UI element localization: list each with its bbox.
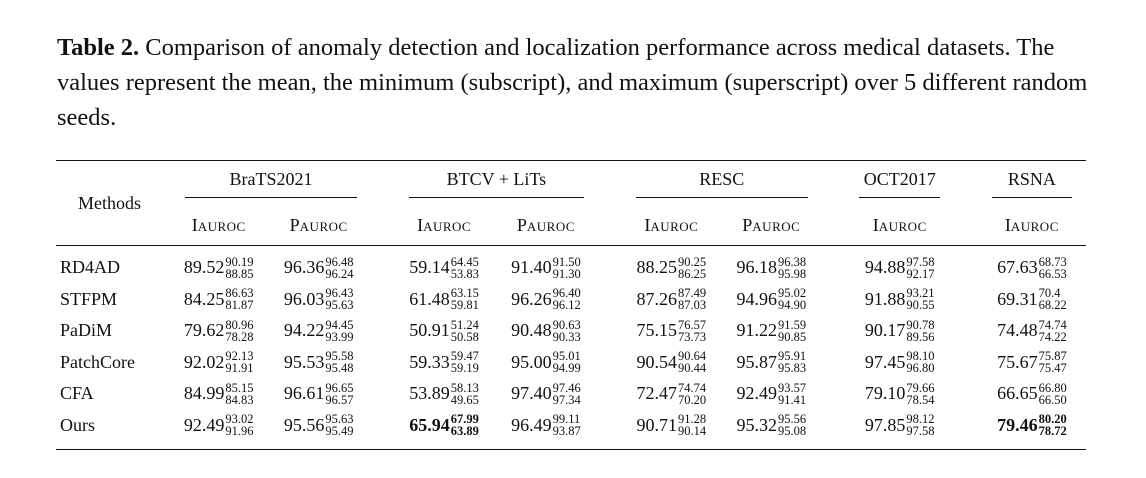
max-value: 74.74 (678, 380, 707, 395)
min-value: 81.87 (225, 298, 254, 313)
min-value: 74.22 (1038, 329, 1067, 344)
value-cell (721, 284, 822, 316)
group-header-oct: OCT2017 (845, 161, 954, 206)
max-value: 96.38 (777, 254, 807, 269)
value-cell (494, 315, 599, 347)
min-value: 78.28 (225, 329, 254, 344)
mean-value: 59.33 (409, 351, 450, 372)
metric-header: IAUROC (1004, 214, 1059, 235)
results-table (56, 160, 1086, 450)
value-cell (845, 410, 954, 450)
max-value: 96.48 (325, 254, 354, 269)
mean-value: 91.40 (511, 257, 552, 278)
value-cell (266, 246, 371, 284)
group-header-brats: BraTS2021 (171, 161, 371, 206)
min-value: 78.54 (906, 392, 935, 407)
value-cell (494, 284, 599, 316)
value-cell (171, 284, 266, 316)
max-value: 96.43 (325, 286, 354, 301)
max-value: 68.73 (1038, 254, 1067, 269)
group-header-row (56, 161, 1086, 206)
column-spacer (822, 347, 846, 379)
max-value: 91.50 (552, 254, 581, 269)
value-cell (395, 284, 494, 316)
method-name: RD4AD (60, 257, 121, 278)
table-caption (57, 30, 1097, 135)
value-cell (395, 410, 494, 450)
value-cell (622, 347, 721, 379)
min-value: 87.03 (678, 298, 707, 313)
max-value: 96.40 (552, 286, 581, 301)
mean-value: 90.71 (636, 414, 678, 435)
min-value: 70.20 (678, 392, 707, 407)
value-cell (978, 347, 1086, 379)
max-value: 95.02 (777, 286, 807, 301)
max-value: 59.47 (450, 349, 479, 364)
max-value: 90.25 (678, 254, 707, 269)
column-spacer (598, 315, 622, 347)
method-name: Ours (60, 414, 95, 435)
min-value: 90.85 (777, 329, 807, 344)
mean-value: 97.85 (864, 414, 906, 435)
min-value: 93.99 (325, 329, 354, 344)
metric-header-row (56, 205, 1086, 246)
mean-value: 84.25 (183, 288, 225, 309)
min-value: 90.33 (552, 329, 581, 344)
metric-header: PAUROC (742, 214, 801, 235)
min-value: 97.58 (906, 424, 935, 439)
max-value: 86.63 (225, 286, 254, 301)
group-header-resc: RESC (622, 161, 822, 206)
column-spacer (598, 378, 622, 410)
max-value: 97.58 (906, 254, 935, 269)
max-value: 91.59 (777, 317, 807, 332)
value-cell (721, 410, 822, 450)
mean-value: 94.96 (736, 288, 777, 309)
mean-value: 75.67 (997, 351, 1038, 372)
min-value: 49.65 (450, 392, 479, 407)
min-value: 96.57 (325, 392, 354, 407)
caption-text: Comparison of anomaly detection and localization performance across medical datasets. The values represent the mean, the minimum (subscript), and maximum (superscript) over 5 different random seeds. (57, 34, 1088, 131)
min-value: 91.30 (552, 266, 581, 281)
max-value: 64.45 (450, 254, 479, 269)
column-spacer (598, 284, 622, 316)
max-value: 67.99 (450, 412, 479, 427)
value-cell (622, 410, 721, 450)
max-value: 95.01 (552, 349, 581, 364)
min-value: 84.83 (225, 392, 254, 407)
max-value: 76.57 (678, 317, 707, 332)
mean-value: 95.56 (283, 414, 325, 435)
value-cell (978, 315, 1086, 347)
group-header-btcv: BTCV + LiTs (395, 161, 599, 206)
max-value: 79.66 (906, 380, 935, 395)
max-value: 93.02 (225, 412, 254, 427)
min-value: 90.44 (678, 361, 707, 376)
min-value: 68.22 (1038, 298, 1067, 313)
value-cell (978, 284, 1086, 316)
table-row (56, 284, 1086, 316)
value-cell (494, 378, 599, 410)
value-cell (266, 284, 371, 316)
value-cell (978, 378, 1086, 410)
min-value: 86.25 (678, 266, 707, 281)
value-cell (622, 284, 721, 316)
max-value: 95.63 (325, 412, 354, 427)
min-value: 95.83 (777, 361, 807, 376)
min-value: 59.19 (450, 361, 479, 376)
value-cell (494, 246, 599, 284)
value-cell (266, 410, 371, 450)
value-cell (978, 246, 1086, 284)
table-row (56, 378, 1086, 410)
min-value: 96.80 (906, 361, 935, 376)
mean-value: 91.22 (736, 320, 777, 341)
column-spacer (371, 410, 395, 450)
max-value: 58.13 (450, 380, 479, 395)
min-value: 96.24 (325, 266, 354, 281)
min-value: 97.34 (552, 392, 581, 407)
mean-value: 67.63 (997, 257, 1038, 278)
methods-header: Methods (78, 192, 141, 213)
value-cell (845, 378, 954, 410)
caption-label: Table 2. (57, 34, 140, 61)
value-cell (266, 315, 371, 347)
min-value: 91.91 (225, 361, 254, 376)
mean-value: 95.87 (736, 351, 777, 372)
max-value: 91.28 (678, 412, 707, 427)
table-row (56, 347, 1086, 379)
max-value: 99.11 (552, 412, 581, 427)
value-cell (494, 410, 599, 450)
mean-value: 95.53 (283, 351, 325, 372)
mean-value: 96.26 (511, 288, 552, 309)
min-value: 95.08 (777, 424, 807, 439)
value-cell (845, 347, 954, 379)
mean-value: 94.22 (283, 320, 325, 341)
min-value: 73.73 (678, 329, 707, 344)
max-value: 92.13 (225, 349, 254, 364)
value-cell (171, 378, 266, 410)
value-cell (721, 378, 822, 410)
value-cell (171, 315, 266, 347)
mean-value: 79.46 (997, 414, 1038, 435)
value-cell (266, 347, 371, 379)
mean-value: 79.10 (864, 383, 906, 404)
mean-value: 96.18 (736, 257, 777, 278)
min-value: 63.89 (450, 424, 479, 439)
max-value: 80.20 (1038, 412, 1067, 427)
mean-value: 96.61 (283, 383, 325, 404)
metric-header: PAUROC (289, 214, 348, 235)
value-cell (395, 246, 494, 284)
max-value: 94.45 (325, 317, 354, 332)
column-spacer (954, 246, 978, 284)
mean-value: 92.02 (183, 351, 225, 372)
max-value: 95.58 (325, 349, 354, 364)
column-spacer (598, 410, 622, 450)
max-value: 95.56 (777, 412, 807, 427)
mean-value: 89.52 (183, 257, 225, 278)
value-cell (978, 410, 1086, 450)
mean-value: 69.31 (997, 288, 1038, 309)
mean-value: 53.89 (409, 383, 450, 404)
table-body (56, 246, 1086, 450)
max-value: 90.78 (906, 317, 935, 332)
max-value: 70.4 (1038, 286, 1061, 301)
value-cell (622, 378, 721, 410)
min-value: 50.58 (450, 329, 479, 344)
column-spacer (598, 347, 622, 379)
max-value: 75.87 (1038, 349, 1067, 364)
max-value: 95.91 (777, 349, 807, 364)
min-value: 95.63 (325, 298, 354, 313)
mean-value: 50.91 (409, 320, 450, 341)
min-value: 95.48 (325, 361, 354, 376)
value-cell (171, 246, 266, 284)
mean-value: 91.88 (864, 288, 906, 309)
column-spacer (954, 410, 978, 450)
value-cell (845, 246, 954, 284)
method-name: PaDiM (60, 320, 113, 341)
metric-header: IAUROC (191, 214, 246, 235)
column-spacer (371, 315, 395, 347)
mean-value: 94.88 (864, 257, 906, 278)
max-value: 66.80 (1038, 380, 1067, 395)
mean-value: 87.26 (636, 288, 678, 309)
max-value: 96.65 (325, 380, 354, 395)
max-value: 63.15 (450, 286, 479, 301)
max-value: 51.24 (450, 317, 479, 332)
max-value: 90.63 (552, 317, 581, 332)
min-value: 59.81 (450, 298, 479, 313)
metric-header: IAUROC (872, 214, 927, 235)
max-value: 85.15 (225, 380, 254, 395)
value-cell (622, 246, 721, 284)
column-spacer (954, 347, 978, 379)
value-cell (395, 378, 494, 410)
min-value: 90.14 (678, 424, 707, 439)
min-value: 66.50 (1038, 392, 1067, 407)
mean-value: 65.94 (409, 414, 450, 435)
value-cell (622, 315, 721, 347)
mean-value: 90.54 (636, 351, 678, 372)
value-cell (171, 410, 266, 450)
min-value: 94.90 (777, 298, 807, 313)
mean-value: 75.15 (636, 320, 678, 341)
column-spacer (822, 246, 846, 284)
mean-value: 92.49 (183, 414, 225, 435)
metric-header: IAUROC (644, 214, 699, 235)
mean-value: 88.25 (636, 257, 678, 278)
min-value: 95.49 (325, 424, 354, 439)
max-value: 90.64 (678, 349, 707, 364)
mean-value: 96.36 (283, 257, 325, 278)
min-value: 66.53 (1038, 266, 1067, 281)
min-value: 93.87 (552, 424, 581, 439)
value-cell (171, 347, 266, 379)
mean-value: 95.32 (736, 414, 777, 435)
column-spacer (822, 378, 846, 410)
min-value: 92.17 (906, 266, 935, 281)
max-value: 87.49 (678, 286, 707, 301)
mean-value: 79.62 (183, 320, 225, 341)
min-value: 94.99 (552, 361, 581, 376)
column-spacer (822, 284, 846, 316)
column-spacer (598, 246, 622, 284)
column-spacer (371, 347, 395, 379)
method-name: CFA (60, 383, 94, 404)
max-value: 98.12 (906, 412, 935, 427)
mean-value: 66.65 (997, 383, 1038, 404)
mean-value: 84.99 (183, 383, 225, 404)
min-value: 96.12 (552, 298, 581, 313)
value-cell (845, 284, 954, 316)
column-spacer (954, 378, 978, 410)
table-row (56, 410, 1086, 450)
min-value: 91.41 (777, 392, 807, 407)
min-value: 95.98 (777, 266, 807, 281)
min-value: 89.56 (906, 329, 935, 344)
column-spacer (822, 410, 846, 450)
metric-header: IAUROC (417, 214, 472, 235)
min-value: 91.96 (225, 424, 254, 439)
mean-value: 90.17 (864, 320, 906, 341)
column-spacer (371, 246, 395, 284)
value-cell (395, 315, 494, 347)
max-value: 90.19 (225, 254, 254, 269)
column-spacer (954, 284, 978, 316)
value-cell (395, 347, 494, 379)
mean-value: 59.14 (409, 257, 450, 278)
group-header-rsna: RSNA (978, 161, 1086, 206)
mean-value: 96.49 (511, 414, 552, 435)
column-spacer (371, 284, 395, 316)
mean-value: 92.49 (736, 383, 777, 404)
mean-value: 97.45 (864, 351, 906, 372)
min-value: 88.85 (225, 266, 254, 281)
mean-value: 74.48 (997, 320, 1038, 341)
mean-value: 97.40 (511, 383, 552, 404)
value-cell (494, 347, 599, 379)
value-cell (845, 315, 954, 347)
mean-value: 90.48 (511, 320, 552, 341)
max-value: 74.74 (1038, 317, 1067, 332)
min-value: 78.72 (1038, 424, 1067, 439)
value-cell (721, 315, 822, 347)
column-spacer (954, 315, 978, 347)
mean-value: 96.03 (283, 288, 325, 309)
mean-value: 72.47 (636, 383, 678, 404)
metric-header: PAUROC (516, 214, 575, 235)
value-cell (266, 378, 371, 410)
max-value: 93.57 (777, 380, 807, 395)
column-spacer (822, 315, 846, 347)
min-value: 75.47 (1038, 361, 1067, 376)
value-cell (721, 347, 822, 379)
min-value: 90.55 (906, 298, 935, 313)
mean-value: 95.00 (511, 351, 552, 372)
max-value: 80.96 (225, 317, 254, 332)
column-spacer (371, 378, 395, 410)
max-value: 93.21 (906, 286, 935, 301)
max-value: 98.10 (906, 349, 935, 364)
table-row (56, 246, 1086, 284)
mean-value: 61.48 (409, 288, 450, 309)
method-name: PatchCore (60, 351, 135, 372)
table-row (56, 315, 1086, 347)
max-value: 97.46 (552, 380, 581, 395)
min-value: 53.83 (450, 266, 479, 281)
value-cell (721, 246, 822, 284)
method-name: STFPM (60, 288, 118, 309)
